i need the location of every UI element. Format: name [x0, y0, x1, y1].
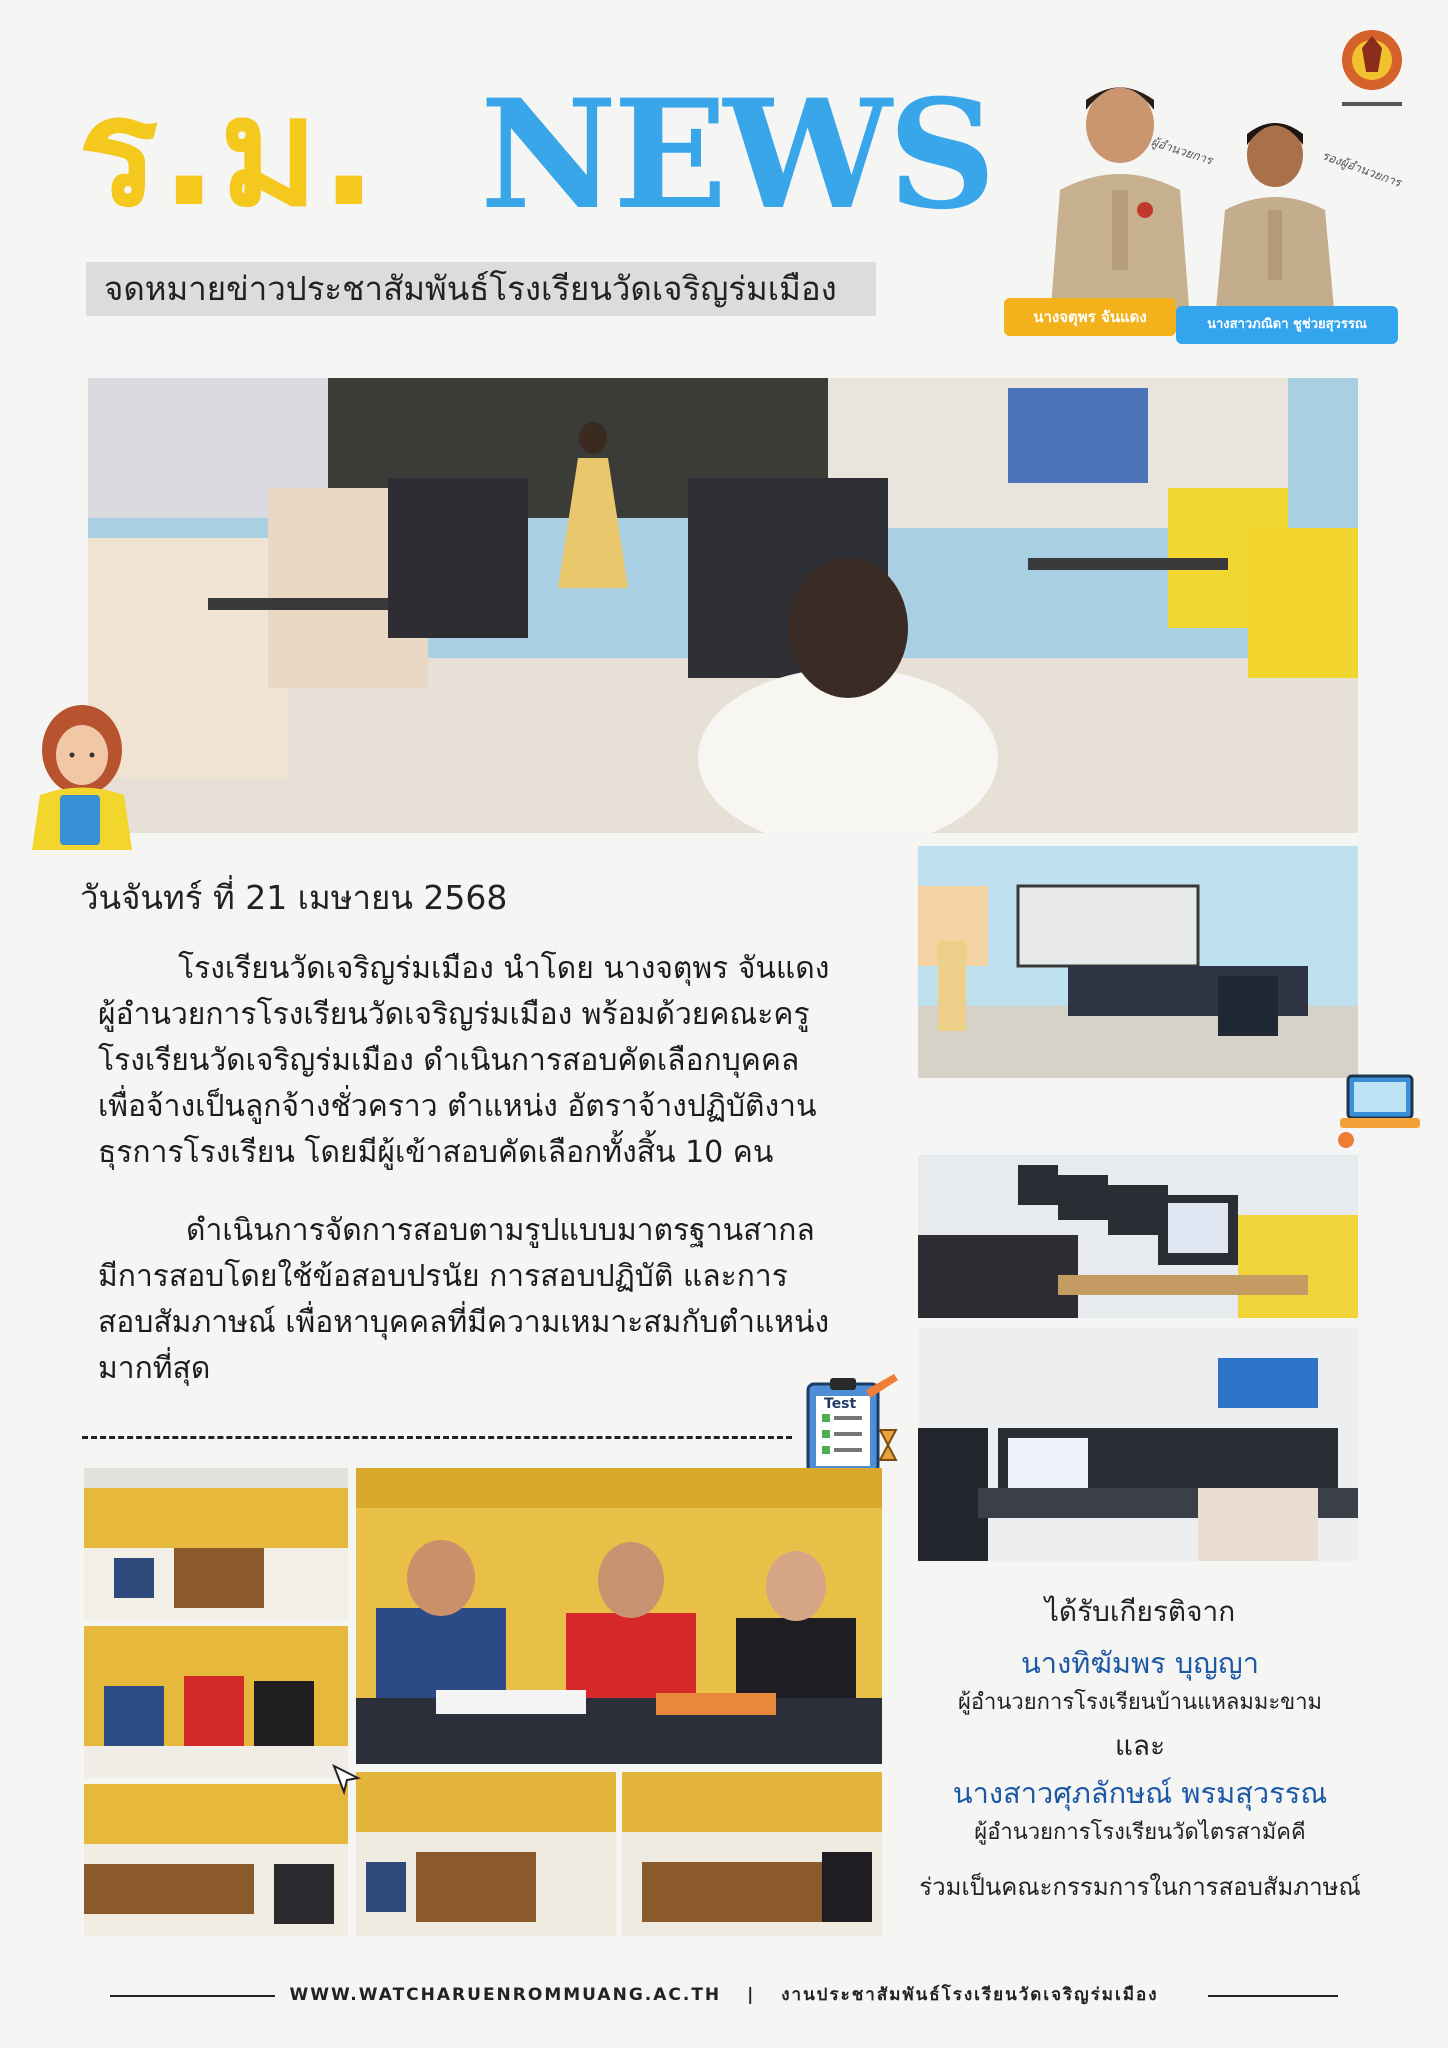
paragraph-1-line: เพื่อจ้างเป็นลูกจ้างชั่วคราว ตำแหน่ง อัตราจ้างปฏิบัติงาน — [98, 1089, 817, 1124]
interview-committee-photo-large — [356, 1468, 882, 1764]
credits-and: และ — [1114, 1729, 1166, 1762]
interview-room-photo-4 — [356, 1772, 616, 1936]
paragraph-2-line: สอบสัมภาษณ์ เพื่อหาบุคคลที่มีความเหมาะสมกับตำแหน่ง — [98, 1305, 830, 1340]
credit-person-1-name: นางทิฆัมพร บุญญา — [1020, 1646, 1260, 1680]
test-clipboard-illustration — [796, 1370, 906, 1480]
school-emblem-icon — [1322, 18, 1422, 118]
footer-separator: | — [747, 1985, 756, 2005]
computer-lab-photo-1 — [918, 1085, 1358, 1318]
exam-room-photo-2 — [918, 846, 1358, 1078]
director-role-note: ผู้อำนวยการ — [1149, 134, 1215, 168]
article-paragraph-1 — [98, 946, 888, 1176]
deputy-name-badge: นางสาวภณิดา ชูช่วยสุวรรณ — [1176, 306, 1398, 344]
article-paragraph-2 — [98, 1208, 888, 1392]
main-exam-classroom-photo — [88, 378, 1358, 833]
laptop-cartoon-icon — [1334, 1062, 1426, 1152]
interview-room-photo-1 — [84, 1468, 348, 1620]
director-photo — [1030, 70, 1210, 320]
credits-closing: ร่วมเป็นคณะกรรมการในการสอบสัมภาษณ์ — [919, 1873, 1361, 1901]
footer-website-link[interactable]: WWW.WATCHARUENROMMUANG.AC.TH — [289, 1985, 722, 2005]
paragraph-2-line: มากที่สุด — [98, 1351, 211, 1386]
masthead-title-rm: ร.ม. — [78, 66, 380, 240]
paragraph-1-line: โรงเรียนวัดเจริญร่มเมือง ดำเนินการสอบคัดเลือกบุคคล — [98, 1043, 800, 1078]
paragraph-2-line: ดำเนินการจัดการสอบตามรูปแบบมาตรฐานสากล — [186, 1213, 815, 1248]
cartoon-girl-illustration — [22, 700, 142, 850]
paragraph-1-line: โรงเรียนวัดเจริญร่มเมือง นำโดย นางจตุพร จันแดง — [178, 951, 830, 986]
credit-person-2-title: ผู้อำนวยการโรงเรียนวัดไตรสามัคคี — [974, 1820, 1306, 1845]
footer — [0, 1980, 1448, 2010]
deputy-role-note: รองผู้อำนวยการ — [1320, 148, 1403, 190]
article-date: วันจันทร์ ที่ 21 เมษายน 2568 — [80, 878, 508, 917]
paragraph-1-line: ผู้อำนวยการโรงเรียนวัดเจริญร่มเมือง พร้อมด้วยคณะครู — [98, 997, 810, 1032]
interview-room-photo-3 — [84, 1784, 348, 1936]
masthead-title-news: NEWS — [480, 67, 993, 243]
deputy-director-photo — [1200, 110, 1350, 320]
credit-person-2-name: นางสาวศุภลักษณ์ พรมสุวรรณ — [952, 1776, 1328, 1810]
interview-room-photo-2 — [84, 1626, 348, 1778]
director-name-badge: นางจตุพร จันแดง — [1004, 298, 1176, 336]
dashed-divider — [82, 1436, 792, 1439]
cursor-arrow-icon — [330, 1762, 364, 1796]
credits-heading: ได้รับเกียรติจาก — [1044, 1595, 1236, 1628]
test-sticker-label: Test — [824, 1396, 857, 1412]
interview-room-photo-5 — [622, 1772, 882, 1936]
paragraph-2-line: มีการสอบโดยใช้ข้อสอบปรนัย การสอบปฏิบัติ และการ — [98, 1259, 788, 1294]
computer-lab-photo-2 — [918, 1328, 1358, 1561]
credit-person-1-title: ผู้อำนวยการโรงเรียนบ้านแหลมมะขาม — [957, 1690, 1323, 1715]
footer-department: งานประชาสัมพันธ์โรงเรียนวัดเจริญร่มเมือง — [781, 1985, 1159, 2005]
paragraph-1-line: ธุรการโรงเรียน โดยมีผู้เข้าสอบคัดเลือกทั้งสิ้น 10 คน — [98, 1135, 774, 1170]
masthead-subtitle: จดหมายข่าวประชาสัมพันธ์โรงเรียนวัดเจริญร่มเมือง — [104, 269, 837, 308]
